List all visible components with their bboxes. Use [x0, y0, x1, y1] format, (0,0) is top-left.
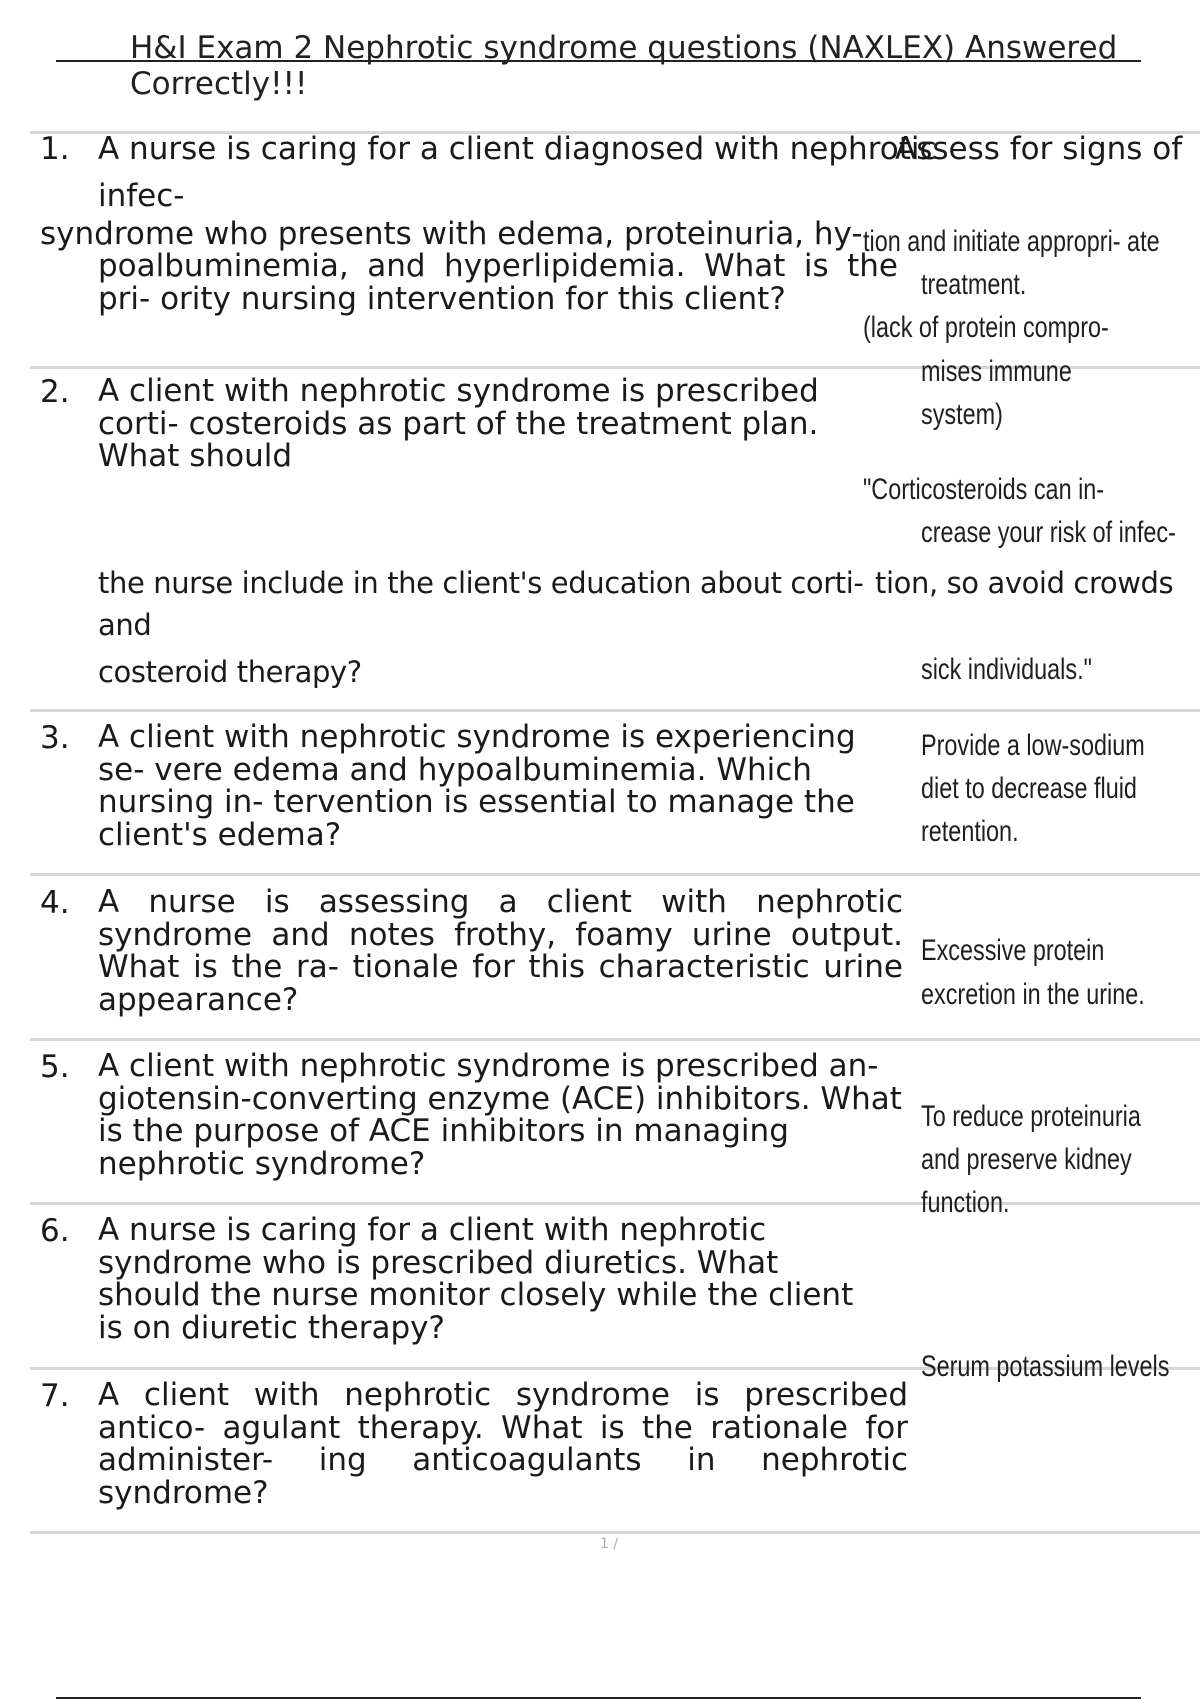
row-divider: [30, 1202, 1200, 1205]
question-text: A client with nephrotic syndrome is prescribed corti- costeroids as part of the treatment plan. What should: [98, 373, 819, 474]
answer-text: Assess for signs of: [895, 131, 1183, 167]
answer-text: tion and initiate appropri- ate: [863, 225, 1160, 258]
answer-text: infec-: [98, 178, 185, 214]
answer-text: treatment.: [921, 268, 1027, 301]
question-number: 4.: [40, 885, 70, 921]
answer-text: function.: [921, 1186, 1010, 1219]
question-text: costeroid therapy?: [98, 655, 362, 689]
question-number: 5.: [40, 1049, 70, 1085]
question-text: A nurse is caring for a client with nephrotic syndrome who is prescribed diuretics. What should the nurse monitor closely while the client is on diuretic therapy?: [98, 1212, 854, 1346]
page-number: 1 /: [600, 1536, 619, 1552]
answer-text: diet to decrease fluid: [921, 772, 1137, 805]
answer-text: and preserve kidney: [921, 1143, 1132, 1176]
answer-text: (lack of protein compro-: [863, 311, 1109, 344]
question-number: 6.: [40, 1213, 70, 1249]
bottom-rule: [56, 1697, 1141, 1699]
answer-text: To reduce proteinuria: [921, 1100, 1141, 1133]
answer-text: excretion in the urine.: [921, 978, 1145, 1011]
question-text: A client with nephrotic syndrome is prescribed antico- agulant therapy. What is the rationale for administer- ing anticoagulants in nephrotic syndrome?: [98, 1377, 908, 1511]
question-text: A client with nephrotic syndrome is experiencing se- vere edema and hypoalbuminemia. Which nursing in- tervention is essential to manage the client's edema?: [98, 719, 856, 853]
question-text: and: [98, 608, 152, 642]
row-divider: [30, 709, 1200, 712]
row-divider: [30, 873, 1200, 876]
question-text: A nurse is caring for a client diagnosed with nephrotic: [98, 131, 937, 167]
answer-text: sick individuals.": [921, 653, 1092, 686]
question-number: 2.: [40, 374, 70, 410]
answer-text: Excessive protein: [921, 934, 1105, 967]
question-number: 3.: [40, 720, 70, 756]
question-text: the nurse include in the client's education about corti-: [98, 566, 864, 600]
question-text: syndrome who presents with edema, proteinuria, hy-: [40, 216, 863, 252]
page-title: H&I Exam 2 Nephrotic syndrome questions (NAXLEX) Answered Correctly!!!: [130, 30, 1118, 102]
answer-text: tion, so avoid crowds: [875, 566, 1174, 600]
answer-text: "Corticosteroids can in-: [863, 473, 1105, 506]
row-divider: [30, 1038, 1200, 1041]
row-divider: [30, 1531, 1200, 1534]
question-text: poalbuminemia, and hyperlipidemia. What is the pri- ority nursing intervention for this client?: [98, 248, 898, 317]
answer-text: crease your risk of infec-: [921, 516, 1176, 549]
answer-text: Serum potassium levels: [921, 1350, 1170, 1383]
answer-text: Provide a low-sodium: [921, 729, 1145, 762]
title-underline: [56, 60, 1141, 62]
question-text: A nurse is assessing a client with nephrotic syndrome and notes frothy, foamy urine output. What is the ra- tionale for this characteristic urine appearance?: [98, 884, 903, 1018]
answer-text: mises immune: [921, 355, 1072, 388]
answer-text: system): [921, 398, 1003, 431]
question-number: 7.: [40, 1378, 70, 1414]
question-text: A client with nephrotic syndrome is prescribed an- giotensin-converting enzyme (ACE) inhibitors. What is the purpose of ACE inhibitors in managing nephrotic syndrome?: [98, 1048, 902, 1182]
answer-text: retention.: [921, 815, 1019, 848]
question-number: 1.: [40, 131, 70, 167]
